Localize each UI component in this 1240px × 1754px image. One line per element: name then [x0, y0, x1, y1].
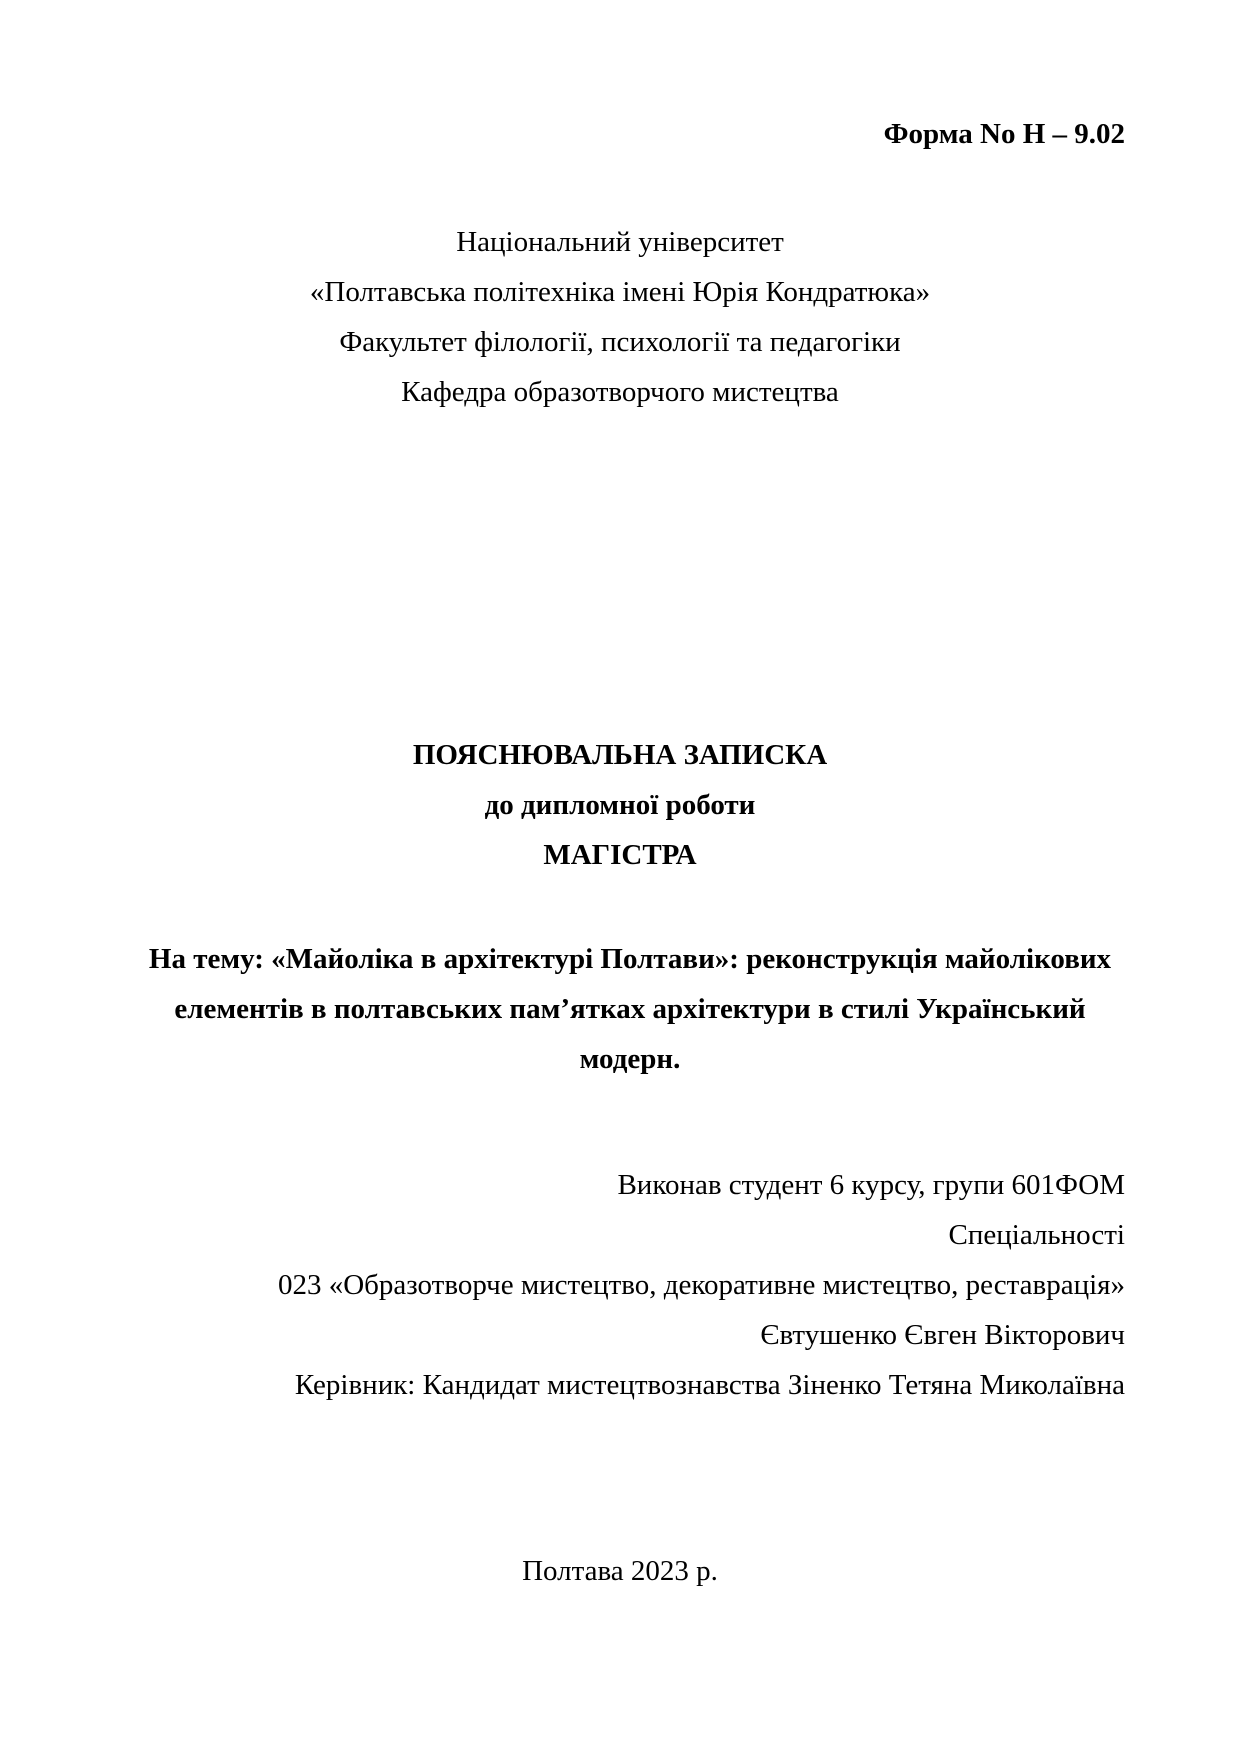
topic-line-2: елементів в полтавських пам’ятках архітектури в стилі Український [174, 993, 1086, 1025]
document-title: ПОЯСНЮВАЛЬНА ЗАПИСКА [412, 739, 828, 771]
student-info: Виконав студент 6 курсу, групи 601ФОМ [617, 1169, 1125, 1201]
faculty-name: Факультет філології, психології та педагогіки [339, 326, 901, 358]
degree-label: МАГІСТРА [543, 839, 697, 871]
student-name: Євтушенко Євген Вікторович [760, 1319, 1125, 1351]
department-name: Кафедра образотворчого мистецтва [401, 376, 839, 408]
specialty-label: Спеціальності [948, 1219, 1125, 1251]
supervisor: Керівник: Кандидат мистецтвознавства Зіненко Тетяна Миколаївна [294, 1369, 1125, 1401]
university-full-name: «Полтавська політехніка імені Юрія Кондратюка» [309, 276, 931, 308]
specialty-name: 023 «Образотворче мистецтво, декоративне мистецтво, реставрація» [277, 1269, 1125, 1301]
university-name: Національний університет [456, 226, 784, 258]
form-number: Форма No Н – 9.02 [883, 118, 1125, 150]
topic-line-3: модерн. [579, 1043, 681, 1075]
city-year: Полтава 2023 р. [522, 1555, 718, 1587]
topic-line-1: На тему: «Майоліка в архітектурі Полтави»: реконструкція майолікових [148, 943, 1112, 975]
document-subtitle: до дипломної роботи [484, 789, 756, 821]
